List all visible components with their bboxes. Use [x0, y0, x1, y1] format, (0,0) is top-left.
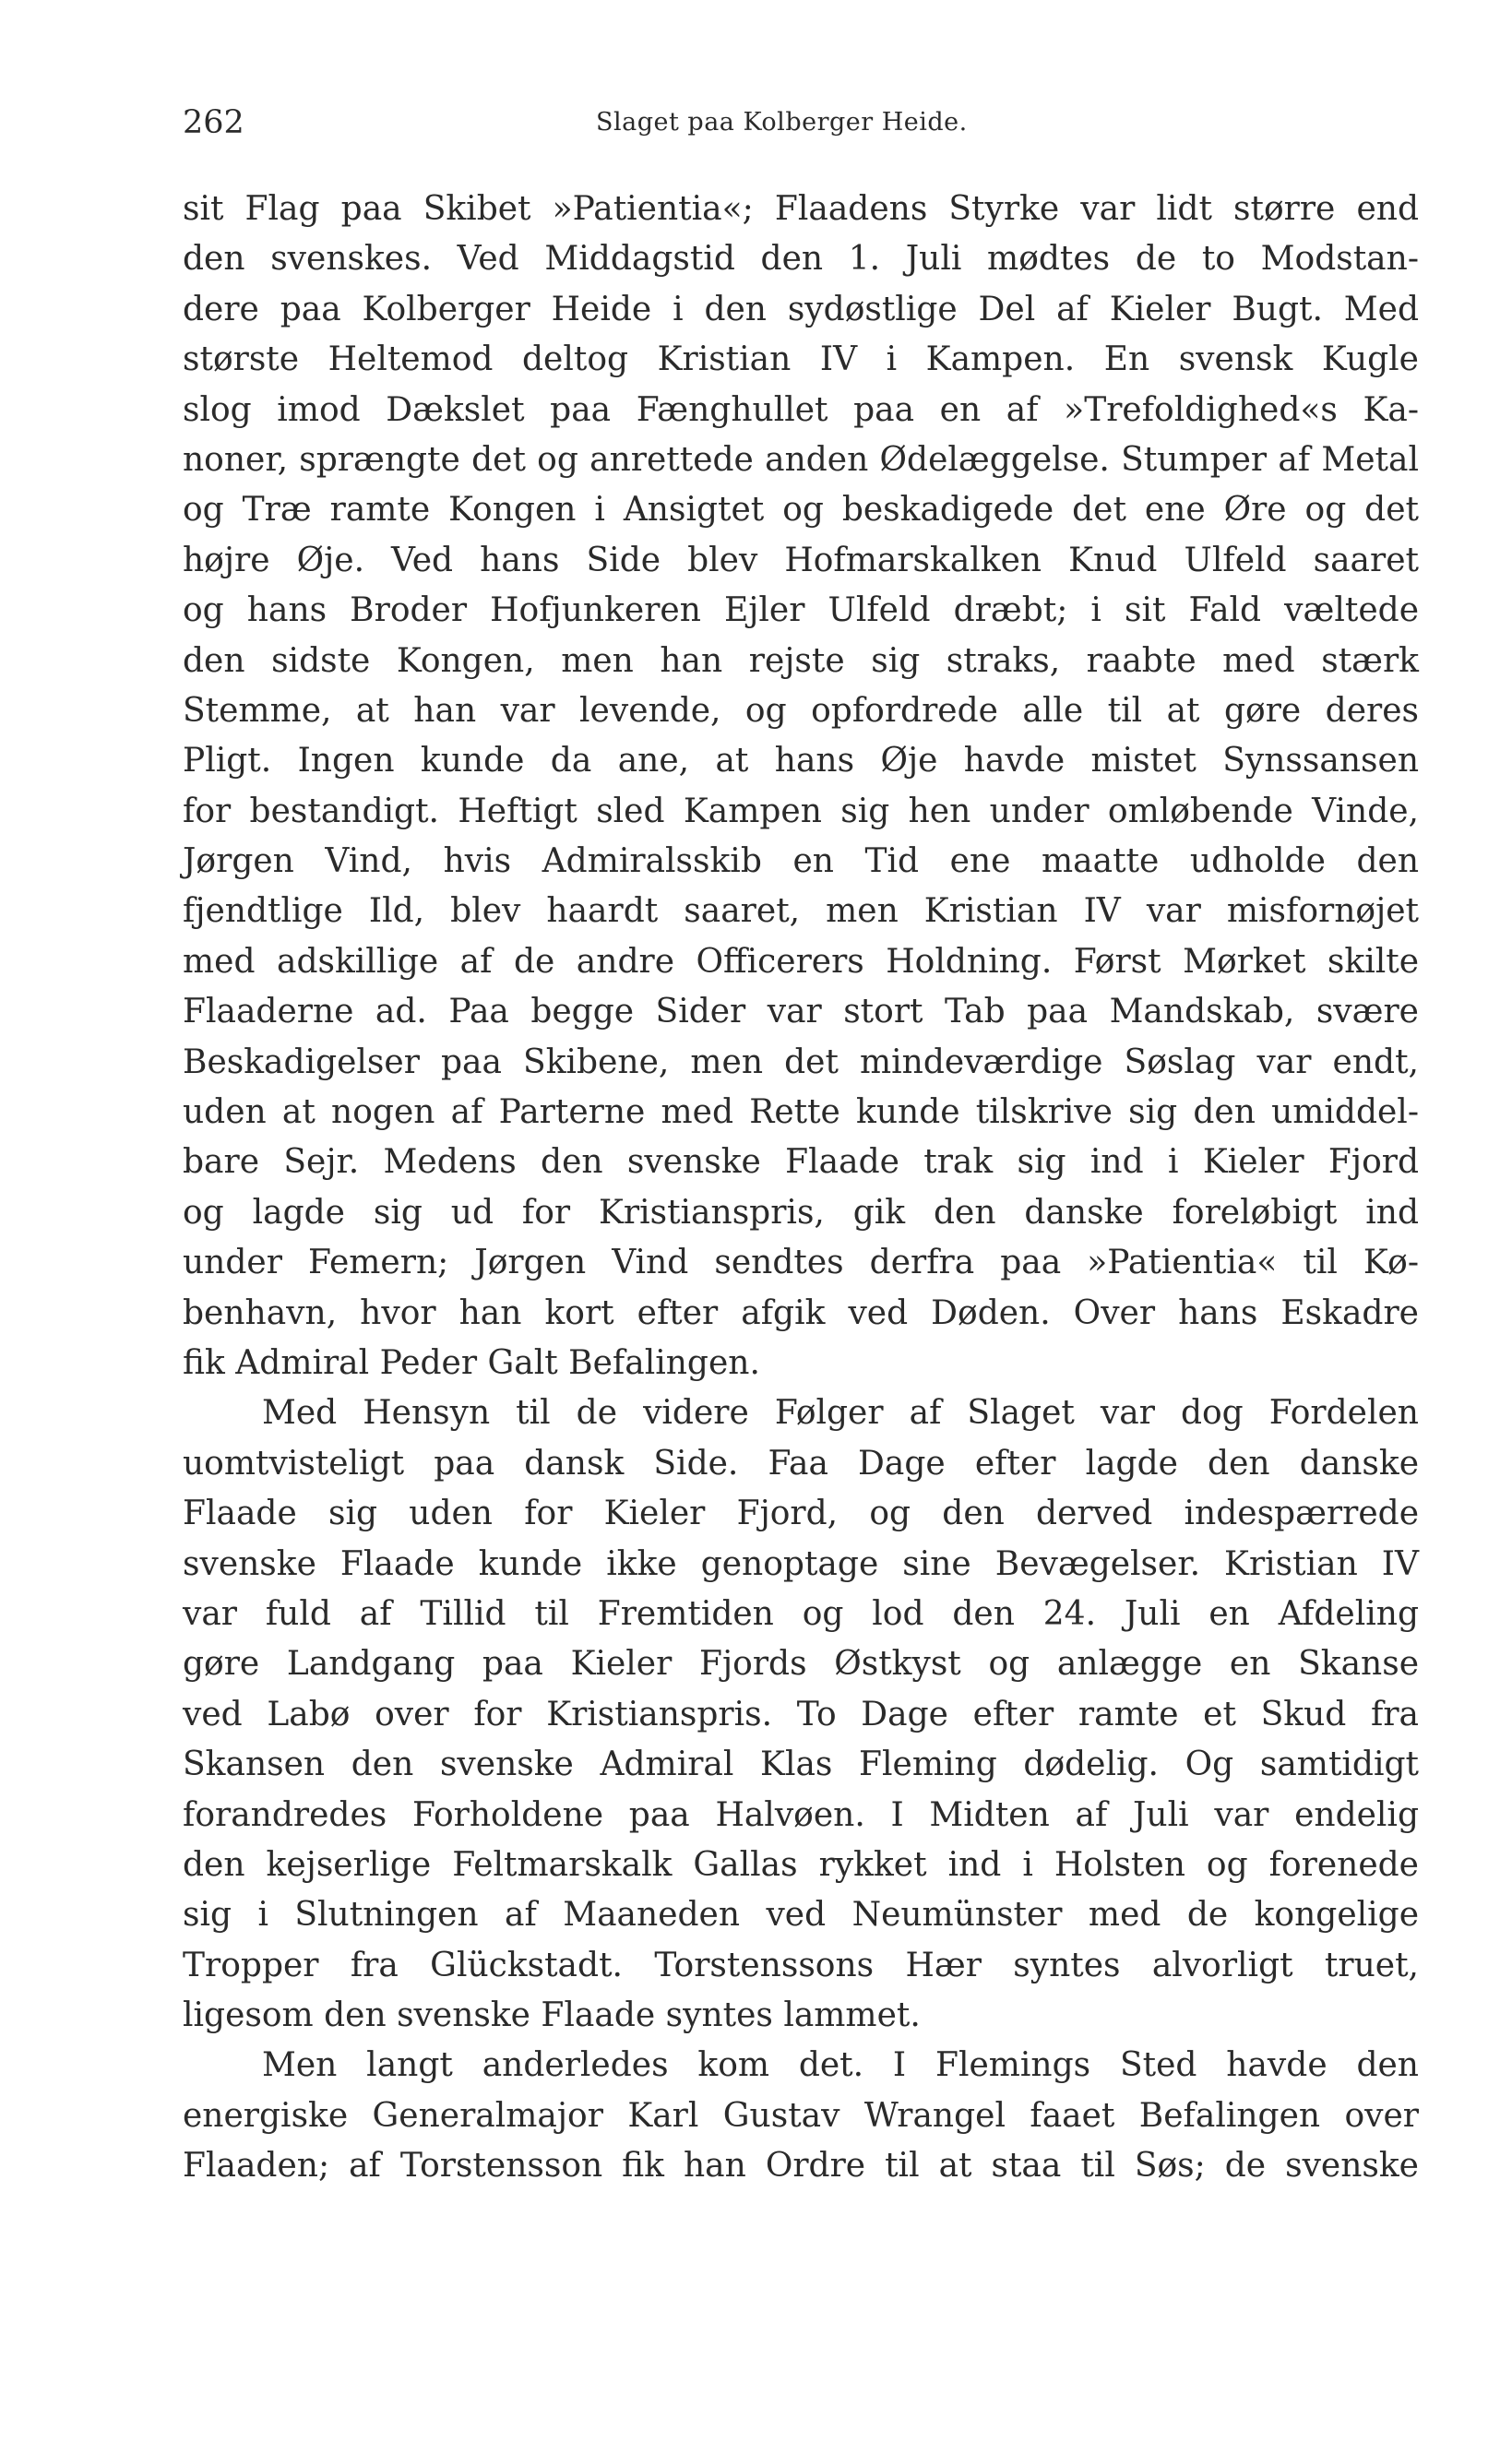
text-line: Flaaderne ad. Paa begge Sider var stort Tab paa Mandskab, svære	[183, 993, 1419, 1031]
text-line: Beskadigelser paa Skibene, men det mindeværdige Søslag var endt,	[183, 1042, 1419, 1081]
text-line: fik Admiral Peder Galt Befalingen.	[183, 1343, 760, 1382]
text-line: slog imod Dækslet paa Fænghullet paa en af »Trefoldighed«s Ka-	[183, 390, 1419, 429]
page-header	[183, 100, 1419, 146]
text-line: største Heltemod deltog Kristian IV i Kampen. En svensk Kugle	[183, 340, 1419, 379]
text-line: ligesom den svenske Flaade syntes lammet.	[183, 1996, 921, 2035]
text-line: den kejserlige Feltmarskalk Gallas rykket ind i Holsten og forenede	[183, 1845, 1419, 1884]
text-line: fjendtlige Ild, blev haardt saaret, men Kristian IV var misfornøjet	[183, 892, 1419, 931]
text-line: energiske Generalmajor Karl Gustav Wrangel faaet Befalingen over	[183, 2096, 1419, 2135]
text-line: gøre Landgang paa Kieler Fjords Østkyst og anlægge en Skanse	[183, 1645, 1419, 1684]
text-line: og Træ ramte Kongen i Ansigtet og beskadigede det ene Øre og det	[183, 491, 1419, 530]
text-line: Flaaden; af Torstensson fik han Ordre til at staa til Søs; de svenske	[183, 2147, 1419, 2186]
text-line: uden at nogen af Parterne med Rette kunde tilskrive sig den umiddel-	[183, 1093, 1419, 1132]
text-line: benhavn, hvor han kort efter afgik ved Døden. Over hans Eskadre	[183, 1293, 1419, 1332]
running-head: Slaget paa Kolberger Heide.	[596, 108, 968, 137]
body-text	[183, 185, 1419, 2192]
text-line: Stemme, at han var levende, og opfordrede alle til at gøre deres	[183, 691, 1419, 730]
text-line: Pligt. Ingen kunde da ane, at hans Øje havde mistet Synssansen	[183, 742, 1419, 780]
text-line: var fuld af Tillid til Fremtiden og lod den 24. Juli en Afdeling	[183, 1594, 1419, 1633]
text-line: med adskillige af de andre Officerers Holdning. Først Mørket skilte	[183, 942, 1419, 981]
text-line: og hans Broder Hofjunkeren Ejler Ulfeld dræbt; i sit Fald væltede	[183, 591, 1419, 630]
text-line: uomtvisteligt paa dansk Side. Faa Dage efter lagde den danske	[183, 1444, 1419, 1483]
text-line: sit Flag paa Skibet »Patientia«; Flaadens Styrke var lidt større end	[183, 190, 1419, 228]
text-line: svenske Flaade kunde ikke genoptage sine Bevægelser. Kristian IV	[183, 1544, 1419, 1583]
text-line: Tropper fra Glückstadt. Torstenssons Hær syntes alvorligt truet,	[183, 1946, 1419, 1984]
text-line: Med Hensyn til de videre Følger af Slaget var dog Fordelen	[262, 1394, 1419, 1433]
text-line: bare Sejr. Medens den svenske Flaade trak sig ind i Kieler Fjord	[183, 1143, 1419, 1182]
text-line: ved Labø over for Kristianspris. To Dage efter ramte et Skud fra	[183, 1695, 1419, 1733]
text-line: højre Øje. Ved hans Side blev Hofmarskalken Knud Ulfeld saaret	[183, 541, 1419, 579]
text-line: og lagde sig ud for Kristianspris, gik den danske foreløbigt ind	[183, 1193, 1419, 1232]
text-line: Men langt anderledes kom det. I Flemings Sted havde den	[262, 2046, 1419, 2085]
text-line: dere paa Kolberger Heide i den sydøstlige Del af Kieler Bugt. Med	[183, 290, 1419, 328]
text-line: forandredes Forholdene paa Halvøen. I Midten af Juli var endelig	[183, 1795, 1419, 1834]
text-line: under Femern; Jørgen Vind sendtes derfra paa »Patientia« til Kø-	[183, 1244, 1419, 1282]
text-line: Skansen den svenske Admiral Klas Fleming dødelig. Og samtidigt	[183, 1745, 1419, 1784]
text-line: den sidste Kongen, men han rejste sig straks, raabte med stærk	[183, 641, 1419, 680]
text-line: for bestandigt. Heftigt sled Kampen sig hen under omløbende Vinde,	[183, 792, 1419, 830]
text-line: Flaade sig uden for Kieler Fjord, og den derved indespærrede	[183, 1495, 1419, 1533]
text-line: den svenskes. Ved Middagstid den 1. Juli mødtes de to Modstan-	[183, 240, 1419, 279]
text-line: Jørgen Vind, hvis Admiralsskib en Tid ene maatte udholde den	[183, 842, 1419, 881]
page-number: 262	[183, 104, 244, 141]
text-line: sig i Slutningen af Maaneden ved Neumünster med de kongelige	[183, 1896, 1419, 1935]
text-line: noner, sprængte det og anrettede anden Ødelæggelse. Stumper af Metal	[183, 440, 1419, 479]
